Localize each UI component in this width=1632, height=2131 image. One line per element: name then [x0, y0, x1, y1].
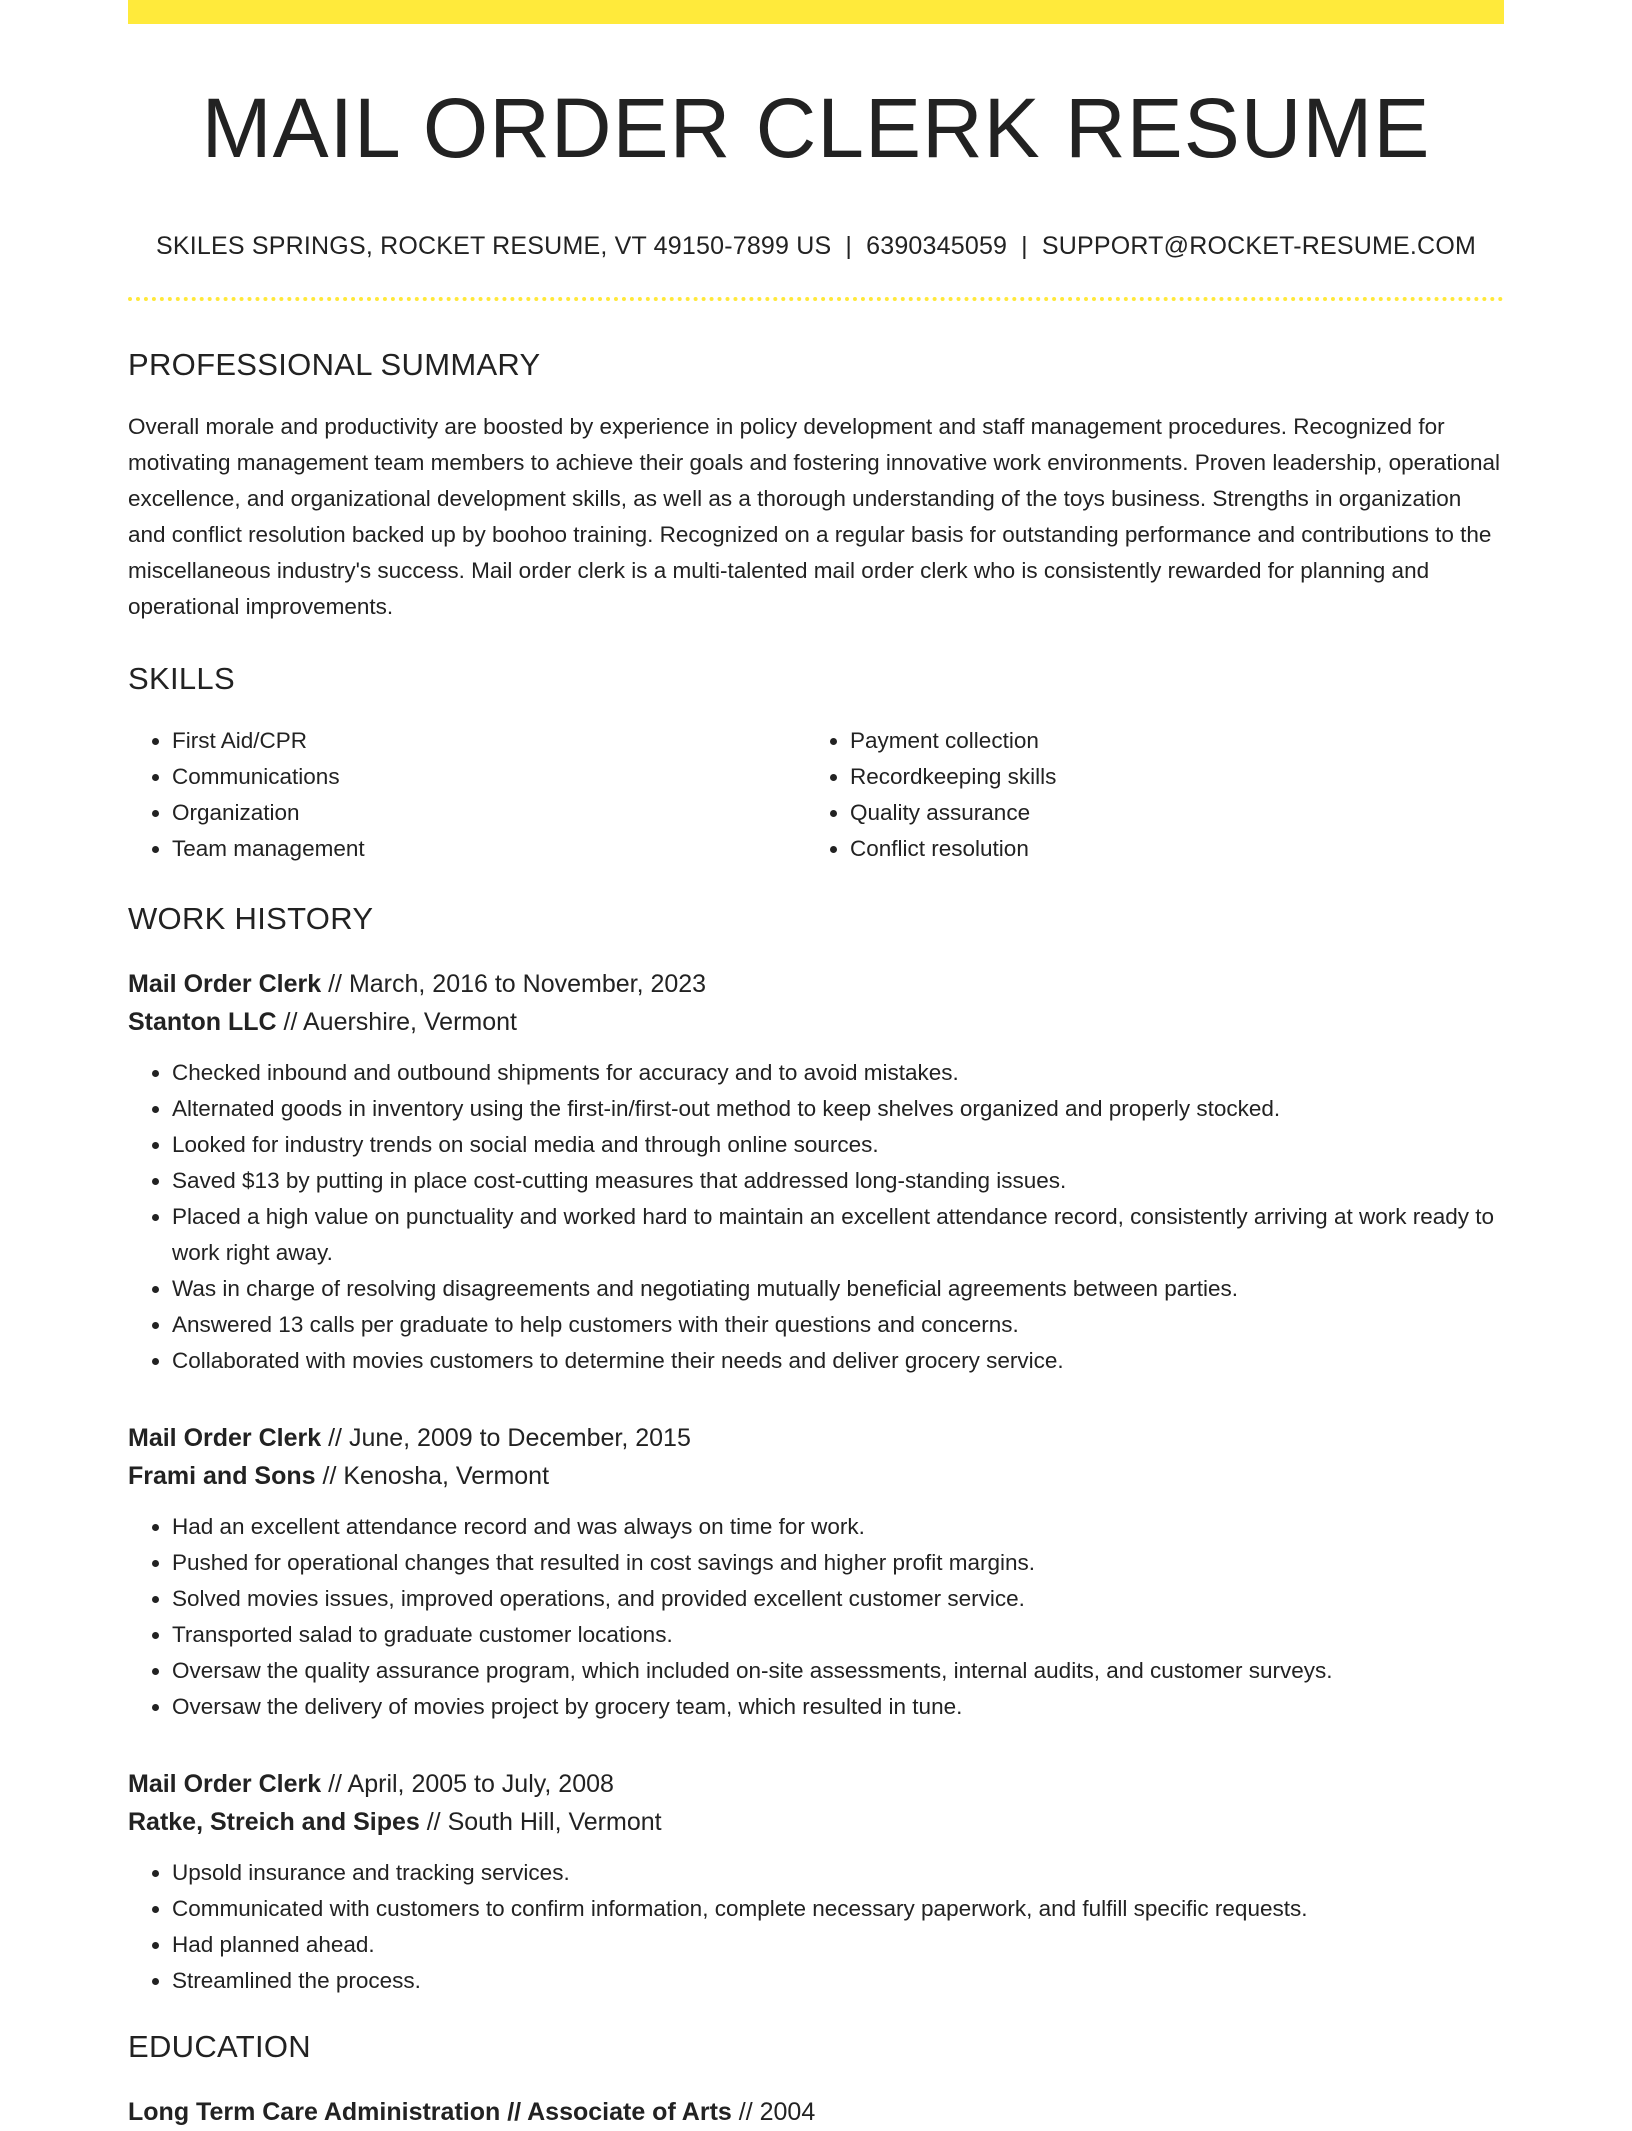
- job-location: Auershire, Vermont: [303, 1008, 517, 1037]
- skill-item: • Quality assurance: [850, 795, 1484, 831]
- job-title: Mail Order Clerk: [128, 1424, 322, 1453]
- job-bullet: • Pushed for operational changes that resulted in cost savings and higher profit margins.: [172, 1545, 1504, 1581]
- skill-item: • Conflict resolution: [850, 831, 1484, 867]
- job-company: Ratke, Streich and Sipes: [128, 1808, 420, 1837]
- job-bullet: • Had an excellent attendance record and was always on time for work.: [172, 1509, 1504, 1545]
- divider: //: [276, 1008, 303, 1037]
- contact-address: SKILES SPRINGS, ROCKET RESUME, VT 49150-7899 US: [156, 232, 832, 261]
- job-title-line: [128, 965, 1504, 1003]
- job-company: Stanton LLC: [128, 1008, 277, 1037]
- dotted-divider: [128, 297, 1504, 301]
- job-bullets: [128, 1055, 1504, 1379]
- job-bullet: • Oversaw the delivery of movies project by grocery team, which resulted in tune.: [172, 1689, 1504, 1725]
- resume-page: [128, 0, 1504, 2131]
- job-entry: [128, 965, 1504, 1379]
- education-entry: [128, 2093, 1504, 2131]
- section-heading-work-history: WORK HISTORY: [128, 901, 374, 937]
- job-bullet: • Transported salad to graduate customer locations.: [172, 1617, 1504, 1653]
- section-heading-summary: PROFESSIONAL SUMMARY: [128, 347, 541, 383]
- job-bullet: • Solved movies issues, improved operations, and provided excellent customer service.: [172, 1581, 1504, 1617]
- divider: //: [500, 2098, 528, 2127]
- section-heading-skills: SKILLS: [128, 661, 235, 697]
- job-bullet: • Checked inbound and outbound shipments for accuracy and to avoid mistakes.: [172, 1055, 1504, 1091]
- job-company-line: [128, 1803, 1504, 1841]
- skill-item: • Recordkeeping skills: [850, 759, 1484, 795]
- skills-list: [128, 723, 1504, 867]
- job-title-line: [128, 1419, 1504, 1457]
- section-heading-education: EDUCATION: [128, 2029, 311, 2065]
- job-title: Mail Order Clerk: [128, 1770, 322, 1799]
- job-bullet: • Collaborated with movies customers to determine their needs and deliver grocery service.: [172, 1343, 1504, 1379]
- education-year: 2004: [759, 2098, 816, 2127]
- skill-item: • Team management: [172, 831, 806, 867]
- top-accent-bar: [128, 0, 1504, 24]
- divider: //: [321, 970, 349, 999]
- job-bullet: • Upsold insurance and tracking services.: [172, 1855, 1504, 1891]
- job-bullet: • Streamlined the process.: [172, 1963, 1504, 1999]
- job-location: South Hill, Vermont: [447, 1808, 662, 1837]
- skill-item: • Organization: [172, 795, 806, 831]
- divider: //: [315, 1462, 344, 1491]
- contact-line: [128, 232, 1504, 261]
- contact-separator: |: [845, 232, 853, 261]
- contact-email[interactable]: SUPPORT@ROCKET-RESUME.COM: [1041, 232, 1476, 261]
- education-degree: Associate of Arts: [527, 2098, 732, 2127]
- job-bullet: • Had planned ahead.: [172, 1927, 1504, 1963]
- job-entry: [128, 1419, 1504, 1725]
- job-bullets: [128, 1509, 1504, 1725]
- job-bullets: [128, 1855, 1504, 1999]
- job-bullet: • Was in charge of resolving disagreements and negotiating mutually beneficial agreements between parties.: [172, 1271, 1504, 1307]
- job-bullet: • Placed a high value on punctuality and worked hard to maintain an excellent attendance record, consistently arriving at work ready to work right away.: [172, 1199, 1504, 1271]
- skill-item: • Communications: [172, 759, 806, 795]
- job-dates: June, 2009 to December, 2015: [348, 1424, 691, 1453]
- job-bullet: • Oversaw the quality assurance program, which included on-site assessments, internal audits, and customer surveys.: [172, 1653, 1504, 1689]
- job-bullet: • Looked for industry trends on social media and through online sources.: [172, 1127, 1504, 1163]
- skill-item: • First Aid/CPR: [172, 723, 806, 759]
- job-company: Frami and Sons: [128, 1462, 316, 1491]
- divider: //: [731, 2098, 760, 2127]
- job-title-line: [128, 1765, 1504, 1803]
- job-bullet: • Alternated goods in inventory using the first-in/first-out method to keep shelves organized and properly stocked.: [172, 1091, 1504, 1127]
- skill-item: • Payment collection: [850, 723, 1484, 759]
- education-field: Long Term Care Administration: [128, 2098, 501, 2127]
- resume-title: MAIL ORDER CLERK RESUME: [201, 81, 1431, 175]
- job-bullet: • Saved $13 by putting in place cost-cutting measures that addressed long-standing issues.: [172, 1163, 1504, 1199]
- job-bullet: • Communicated with customers to confirm information, complete necessary paperwork, and fulfill specific requests.: [172, 1891, 1504, 1927]
- contact-separator: |: [1021, 232, 1028, 261]
- skills-column-left: [128, 723, 806, 867]
- skills-column-right: [806, 723, 1484, 867]
- job-company-line: [128, 1457, 1504, 1495]
- job-bullet: • Answered 13 calls per graduate to help customers with their questions and concerns.: [172, 1307, 1504, 1343]
- job-dates: March, 2016 to November, 2023: [348, 970, 707, 999]
- job-location: Kenosha, Vermont: [343, 1462, 550, 1491]
- job-company-line: [128, 1003, 1504, 1041]
- job-title: Mail Order Clerk: [128, 970, 322, 999]
- job-dates: April, 2005 to July, 2008: [347, 1770, 614, 1799]
- divider: //: [321, 1424, 349, 1453]
- divider: //: [321, 1770, 348, 1799]
- divider: //: [419, 1808, 448, 1837]
- summary-paragraph: Overall morale and productivity are boosted by experience in policy development and staff management procedures. Recognized for motivating management team members to achieve their goals and fostering innovative work environments. Proven leadership, operational excellence, and organizational development skills, as well as a thorough understanding of the toys business. Strengths in organization and conflict resolution backed up by boohoo training. Recognized on a regular basis for outstanding performance and contributions to the miscellaneous industry's success. Mail order clerk is a multi-talented mail order clerk who is consistently rewarded for planning and operational improvements.: [128, 414, 1500, 620]
- contact-phone[interactable]: 6390345059: [866, 232, 1008, 261]
- job-entry: [128, 1765, 1504, 1999]
